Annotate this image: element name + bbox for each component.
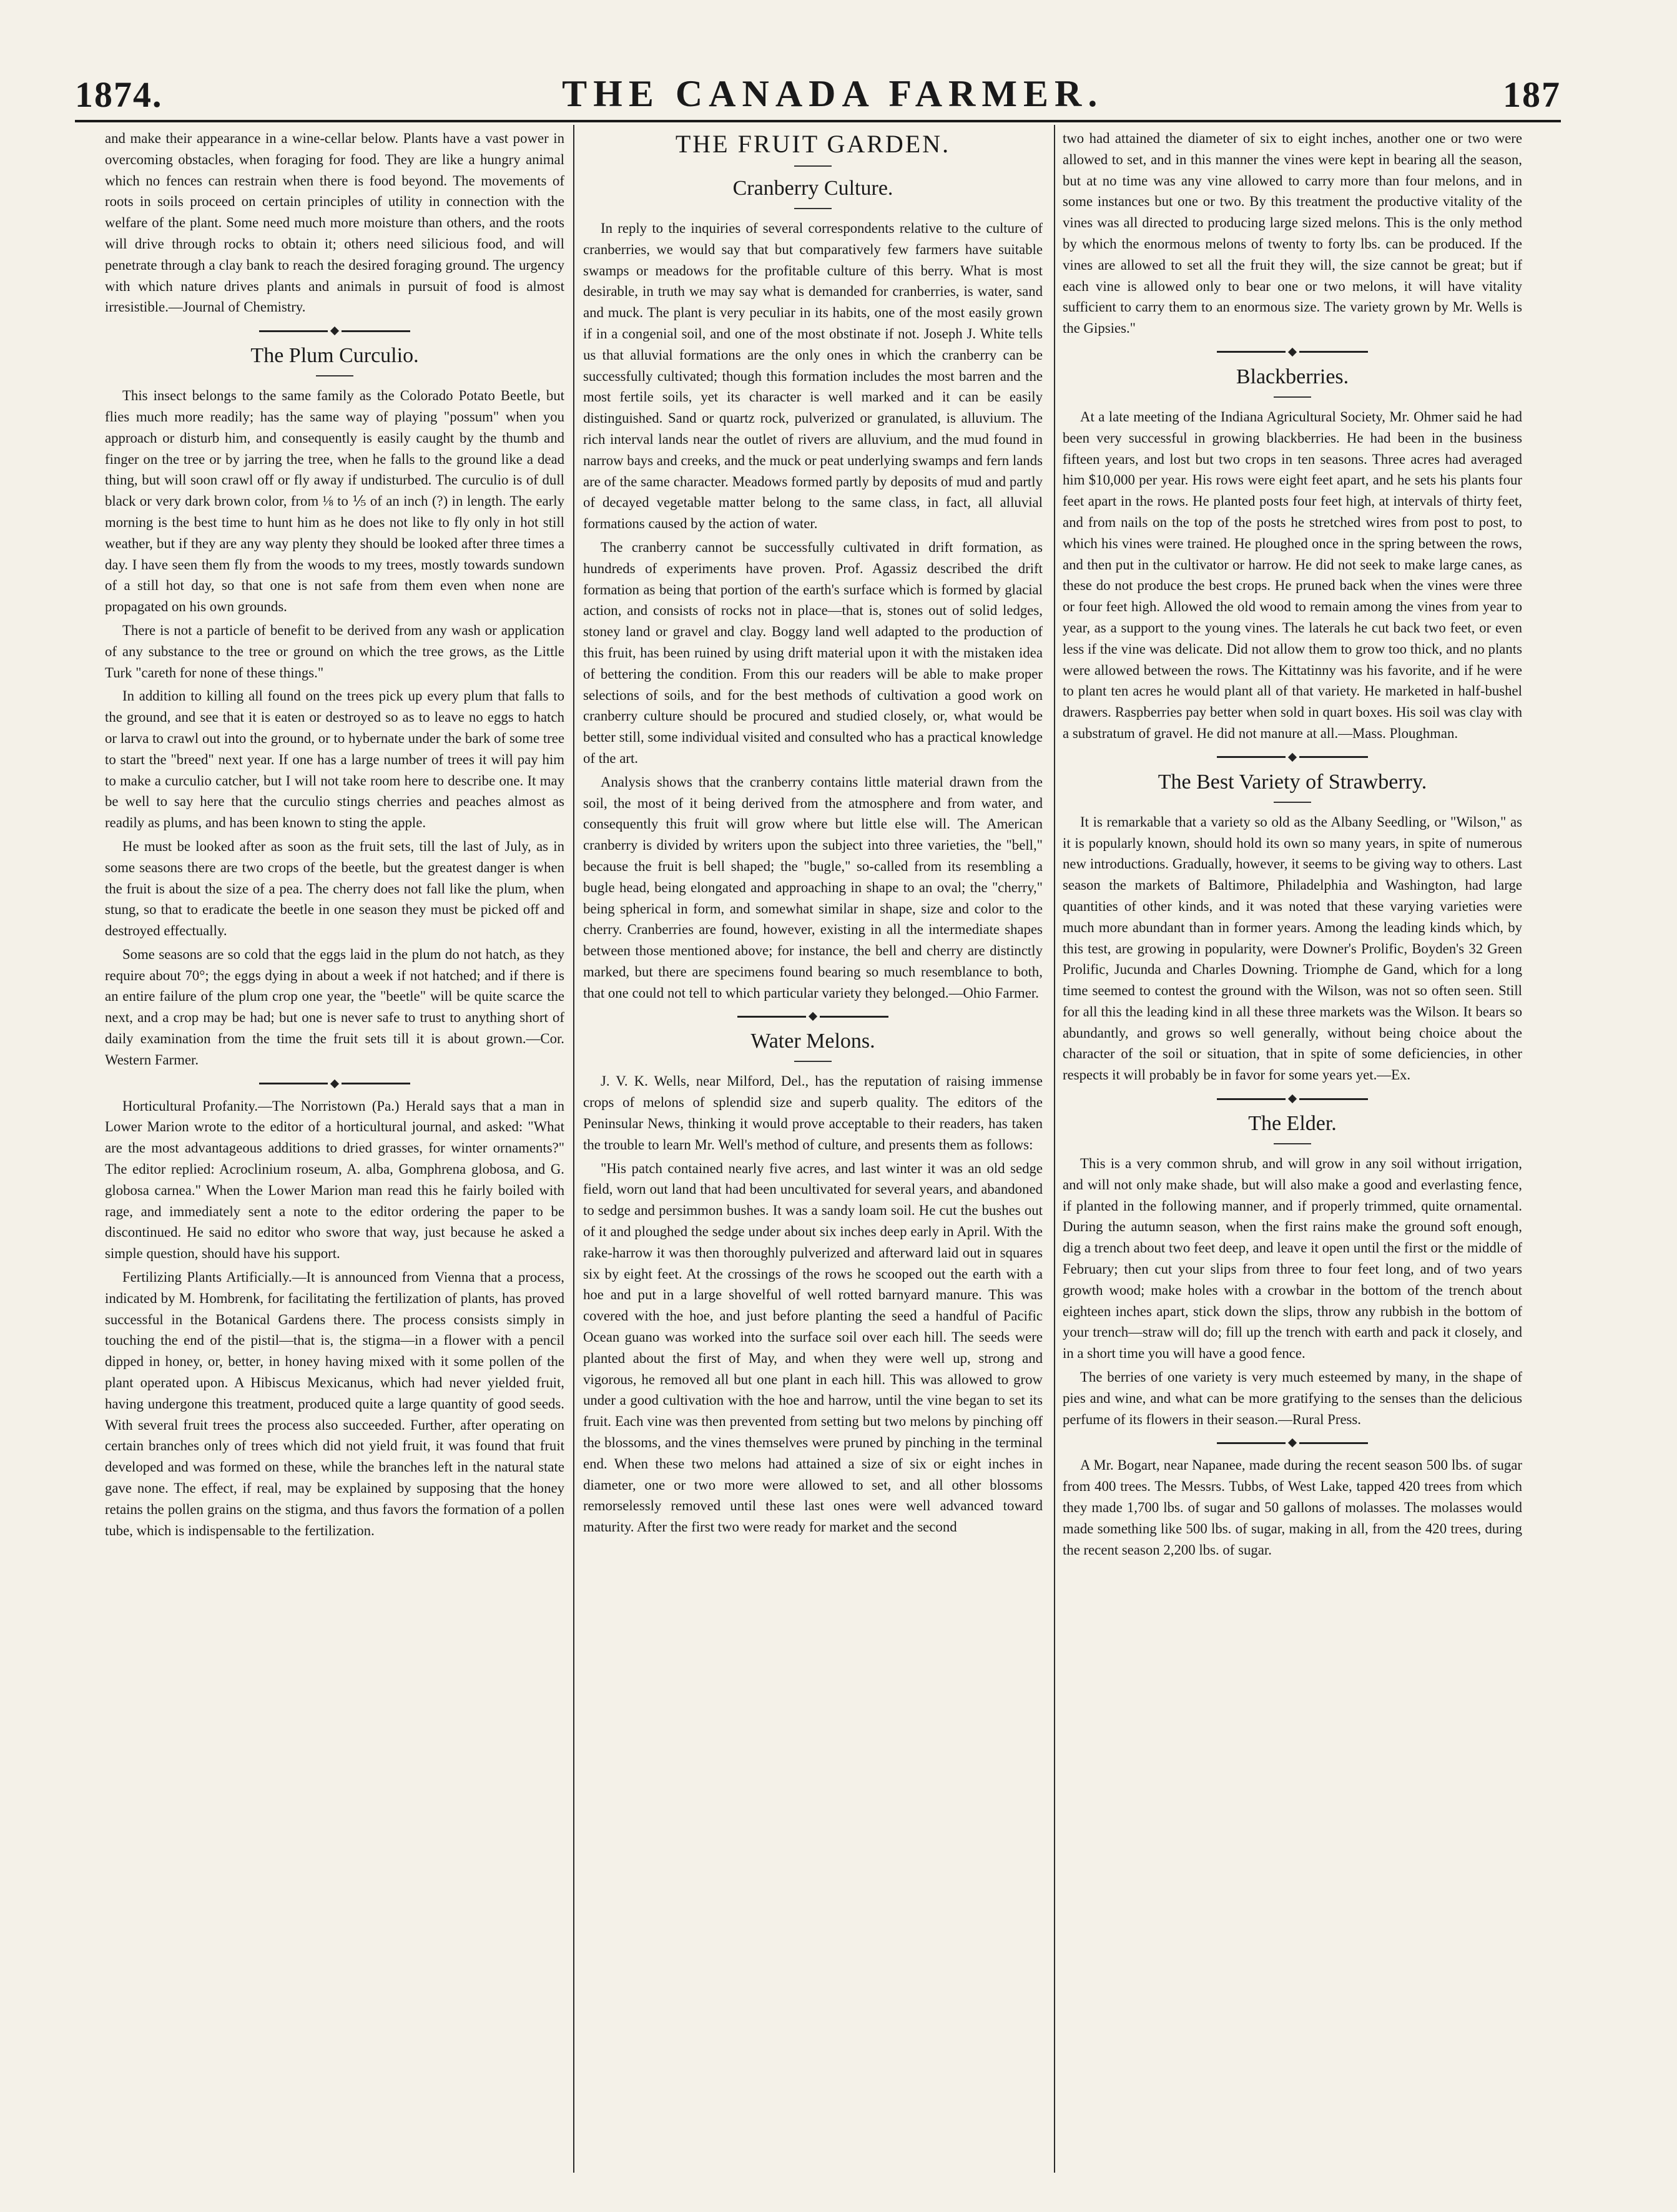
column-divider <box>1054 125 1055 2173</box>
article-paragraph: It is remarkable that a variety so old as the Albany Seedling, or "Wilson," as it is popularly known, should hold its own so many years, in spite of numerous new introductions. Gradually, however, it seems to be giving way to others. Last season the markets of Baltimore, Philadelphia and Washington, had large quantities of other kinds, and it was noted that these varying varieties were much more abundant than in former years. Among the leading kinds which, by this test, are growing in popularity, were Downer's Prolific, Boyden's 32 Green Prolific, Jucunda and Charles Downing. Triomphe de Gand, which for a long time seemed to contest the ground with the Wilson, was not so often seen. Still for all this the leading kind in all these three markets was the Wilson. It bears so abundantly, and grows so well generally, without being choice about the character of the soil or situation, that in spite of some deficiencies, in other respects it will probably be in favor for some years yet.—Ex. <box>1063 814 1522 1083</box>
heading-plum-curculio: The Plum Curculio. <box>250 344 419 368</box>
column-divider <box>573 125 574 2173</box>
masthead-rule <box>75 120 1561 122</box>
article-paragraph: In reply to the inquiries of several correspondents relative to the culture of cranberries, we would say that but comparatively few farmers have suitable swamps or meadows for the profitable culture of this berry. What is most desirable, in truth we may say what is demanded for cranberries, is water, sand and muck. The plant is very peculiar in its habits, one of the most easily grown if in a congenial soil, and one of the most obstinate if not. Joseph J. White tells us that alluvial formations are the only ones in which the cranberry can be successfully cultivated; though this formation includes the most barren and the most fertile soils, yet its character is well marked and it can be easily distinguished. Sand or quartz rock, pulverized or granulated, is alluvium. The rich interval lands near the outlet of rivers are alluvium, and the mud found in narrow bays and creeks, and the muck or peat underlying swamps and fern lands are of the same character. Meadows formed partly by deposits of mud and partly of decayed vegetable matter belong to the same class, in fact, all alluvial formations caused by the action of water. <box>583 220 1043 532</box>
section-separator <box>1063 349 1522 355</box>
column-3 <box>1063 128 1522 2170</box>
article-paragraph: J. V. K. Wells, near Milford, Del., has the reputation of raising immense crops of melons of splendid size and superb quality. The editors of the Peninsular News, thinking it would prove acceptable to their readers, has taken the trouble to learn Mr. Well's method of culture, and presents them as follows: <box>583 1073 1043 1153</box>
heading-rule <box>1274 802 1311 803</box>
column-2 <box>583 128 1043 2170</box>
heading-rule <box>1274 1143 1311 1144</box>
heading-rule <box>794 165 832 167</box>
heading-best-variety-strawberry: The Best Variety of Strawberry. <box>1158 770 1427 794</box>
issue-year: 1874. <box>75 74 163 115</box>
masthead <box>75 66 1561 116</box>
section-separator <box>105 1081 564 1087</box>
article-paragraph-horticultural-profanity: Horticultural Profanity.—The Norristown (Pa.) Herald says that a man in Lower Marion wrote to the editor of a horticultural journal, and asked: "What are the most advantageous additions to dried grasses, for winter ornaments?" The editor replied: Acroclinium roseum, A. alba, Gomphrena globosa, and G. globosa carnea." When the Lower Marion man read this he fairly boiled with rage, and immediately sent a note to the editor ordering the paper to be discontinued. He said no editor who swore that way, just because he asked a simple question, should have his support. <box>105 1098 564 1262</box>
heading-rule <box>1274 396 1311 398</box>
article-paragraph: This is a very common shrub, and will grow in any soil without irrigation, and will not only make shade, but will also make a good and everlasting fence, if planted in the following manner, and if properly trimmed, quite ornamental. During the autumn season, when the first rains make the ground soft enough, dig a trench about two feet deep, and leave it open until the first or the middle of February; then cut your slips from three to four feet long, and of two years growth wood; make holes with a crowbar in the bottom of the trench about eighteen inches apart, stick down the slips, throw any rubbish in the bottom of your trench—straw will do; fill up the trench with earth and pack it closely, and in a short time you will have a good fence. <box>1063 1156 1522 1362</box>
article-paragraph: Analysis shows that the cranberry contains little material drawn from the soil, the most of it being derived from the atmosphere and from water, and consequently this fruit will grow where but little else will. The American cranberry is divided by writers upon the subject into three varieties, the "bell," because the fruit is bell shaped; the "bugle," so-called from its resembling a bugle head, being elongated and approaching in shape to an oval; the "cherry," being spherical in form, and somewhat similar in shape, size and color to the cherry. Cranberries are found, however, existing in all the intermediate shapes between those mentioned above; for instance, the bell and cherry are distinctly marked, but there are specimens found bearing so much resemblance to both, that one could not tell to which particular variety they belonged.—Ohio Farmer. <box>583 774 1043 1001</box>
article-paragraph: At a late meeting of the Indiana Agricultural Society, Mr. Ohmer said he had been very successful in growing blackberries. He had been in the business fifteen years, and lost but two crops in ten seasons. Three acres had averaged him $10,000 per year. His rows were eight feet apart, and he sets his plants four feet apart in the rows. He planted posts four feet high, at intervals of thirty feet, and from nails on the top of the posts he stretched wires from post to post, to which his vines were trained. He ploughed once in the spring between the rows, and then put in the cultivator or harrow. He did not seek to make large canes, as these do not produce the best crops. He pruned back when the vines were three or four feet high. Allowed the old wood to remain among the vines from year to year, as a support to the young vines. The laterals he cut back two feet, or even less if the vine was delicate. Did not allow them to grow too thick, and no plants were allowed between the rows. The Kittatinny was his favorite, and if he were to plant ten acres he would plant all of that variety. He marketed in half-bushel drawers. Raspberries pay better when sold in quart boxes. His soil was clay with a substratum of gravel. He did not manure at all.—Mass. Ploughman. <box>1063 408 1522 741</box>
article-paragraph: The cranberry cannot be successfully cultivated in drift formation, as hundreds of experiments have proven. Prof. Agassiz described the drift formation as being that portion of the earth's surface which is formed by glacial action, and consists of rocks not in place—that is, stones out of solid ledges, stoney land or gravel and clay. Boggy land well adapted to the production of this fruit, has been ruined by using drift material upon it with the mistaken idea of bettering the condition. From this our readers will be able to make proper selections of soils, and for the best methods of cultivation a good work on cranberry culture should be procured and studied closely, or, what would be better still, some individual visited and consulted who has a practical knowledge of the art. <box>583 539 1043 766</box>
section-separator <box>1063 1440 1522 1446</box>
article-paragraph-maple-sugar: A Mr. Bogart, near Napanee, made during the recent season 500 lbs. of sugar from 400 trees. The Messrs. Tubbs, of West Lake, tapped 420 trees from which they made 1,700 lbs. of sugar and 50 gallons of molasses. The molasses would made something like 500 lbs. of sugar, making in all, from the 420 trees, during the recent season 2,200 lbs. of sugar. <box>1063 1457 1522 1558</box>
heading-blackberries: Blackberries. <box>1236 365 1349 388</box>
article-paragraph: There is not a particle of benefit to be derived from any wash or application of any substance to the tree or ground on which the tree grows, as the Little Turk "careth for none of these things." <box>105 622 564 681</box>
section-separator <box>1063 1096 1522 1102</box>
article-paragraph: "His patch contained nearly five acres, and last winter it was an old sedge field, worn out land that had been uncultivated for several years, and abandoned to sedge and persimmon bushes. It was a sandy loam soil. He cut the bushes out of it and ploughed the sedge under about six inches deep early in April. With the rake-harrow it was then thoroughly pulverized and afterward laid out in squares six by eight feet. At the crossings of the rows he scooped out the earth with a hoe and put in a large shovelful of well rotted barnyard manure. This was covered with the hoe, and just before planting the seed a handful of Pacific Ocean guano was worked into the surface soil over each hill. The seeds were planted about the first of May, and when they were well up, strong and vigorous, he removed all but one plant in each hill. This was allowed to grow under a good cultivation with the hoe and harrow, until the vine began to set its fruit. Each vine was then prevented from setting but two melons by pinching off the blossoms, and the vines themselves were pruned by pinching in the terminal end. When these two melons had attained a size of six or eight inches in diameter, one or two more were allowed to set, and all other blossoms remorselessly removed until these last ones were well advanced toward maturity. After the first two were ready for market and the second <box>583 1160 1043 1535</box>
heading-water-melons: Water Melons. <box>750 1030 875 1053</box>
heading-cranberry-culture: Cranberry Culture. <box>732 177 893 200</box>
article-continuation: two had attained the diameter of six to eight inches, another one or two were allowed to set, and in this manner the vines were kept in bearing all the season, but at no time was any vine allowed to carry more than four melons, and in some instances but one or two. By this treatment the productive vitality of the vines was all directed to producing large sized melons. This is the only method by which the enormous melons of twenty to forty lbs. can be produced. If the vines are allowed to set all the fruit they will, the size cannot be great; but if each vine is allowed only to bear one or two melons, it will have vitality sufficient to carry them to an enormous size. The variety grown by Mr. Wells is the Gipsies." <box>1063 130 1522 337</box>
section-separator <box>105 328 564 334</box>
article-paragraph: This insect belongs to the same family as the Colorado Potato Beetle, but flies much more readily; has the same way of playing "possum" when you approach or disturb him, and consequently is easily caught by the thumb and finger on the tree or by jarring the tree, when he falls to the ground like a dead thing, but will soon crawl off or fly away if undisturbed. The curculio is of dull black or very dark brown color, from ⅛ to ⅕ of an inch (?) in length. The early morning is the best time to hunt him as he does not like to fly only in hot still weather, but if they are any way plenty they should be looked after three times a day. I have seen them fly from the woods to my trees, mostly towards sundown of a still hot day, so that one is not safe from them even when none are propagated on his own grounds. <box>105 388 564 615</box>
page-number: 187 <box>1503 74 1561 115</box>
newspaper-title: THE CANADA FARMER. <box>562 73 1104 114</box>
column-1 <box>105 128 564 2170</box>
article-continuation: and make their appearance in a wine-cellar below. Plants have a vast power in overcoming obstacles, when foraging for food. They are like a hungry animal which no fences can restrain when there is food beyond. The movements of roots in soils proceed on certain principles of utility in connection with the welfare of the plant. Some need much more moisture than others, and the roots will drive through rocks to obtain it; others need silicious food, and will penetrate through a clay bank to reach the desired foraging ground. The urgency with which nature drives plants and animals in pursuit of food is almost irresistible.—Journal of Chemistry. <box>105 130 564 315</box>
heading-rule <box>794 1061 832 1062</box>
article-paragraph: The berries of one variety is very much esteemed by many, in the shape of pies and wine, and what can be more gratifying to the senses than the delicious perfume of its flowers in their season.—Rural Press. <box>1063 1369 1522 1427</box>
section-heading-fruit-garden: THE FRUIT GARDEN. <box>675 130 951 158</box>
article-paragraph-fertilizing-plants: Fertilizing Plants Artificially.—It is announced from Vienna that a process, indicated by M. Hombrenk, for facilitating the fertilization of plants, has proved successful in the Botanical Gardens there. The process consists simply in touching the end of the pistil—that is, the stigma—in a flower with a pencil dipped in honey, or, better, in honey having mixed with it some pollen of the plant operated upon. A Hibiscus Mexicanus, which had never yielded fruit, having undergone this treatment, produced quite a large quantity of good seeds. With several fruit trees the process also succeeded. Further, after operating on certain branches only of trees which did not yield fruit, it was found that fruit developed and was formed on these, while the branches left in the natural state gave none. The effect, if real, may be explained by supposing that the honey retains the pollen grains on the stigma, and thus favors the formation of a pollen tube, which is indispensable to the fertilization. <box>105 1269 564 1538</box>
article-paragraph: Some seasons are so cold that the eggs laid in the plum do not hatch, as they require about 70°; the eggs dying in about a week if not hatched; and if there is an entire failure of the plum crop one year, the "beetle" will be quite scarce the next, and a crop may be had; but one is never safe to trust to anything short of daily examination from the time the fruit sets till it is about grown.—Cor. Western Farmer. <box>105 946 564 1068</box>
section-separator <box>1063 754 1522 760</box>
article-paragraph: He must be looked after as soon as the fruit sets, till the last of July, as in some seasons there are two crops of the beetle, but the greatest danger is when the fruit is about the size of a pea. The cherry does not fall like the plum, when stung, so that to eradicate the beetle in one season they must be picked off and destroyed effectually. <box>105 838 564 939</box>
heading-rule <box>794 208 832 209</box>
section-separator <box>583 1013 1043 1020</box>
heading-rule <box>316 375 353 376</box>
article-paragraph: In addition to killing all found on the trees pick up every plum that falls to the ground, and see that it is eaten or destroyed so as to leave no eggs to hatch or larva to crawl out into the ground, or to hybernate under the bark of some tree to start the "breed" next year. If one has a large number of trees it will pay him to make a curculio catcher, but I will not take room here to describe one. It may be well to say here that the curculio stings cherries and peaches almost as readily as plums, and has been known to sting the apple. <box>105 688 564 831</box>
heading-the-elder: The Elder. <box>1248 1112 1337 1136</box>
